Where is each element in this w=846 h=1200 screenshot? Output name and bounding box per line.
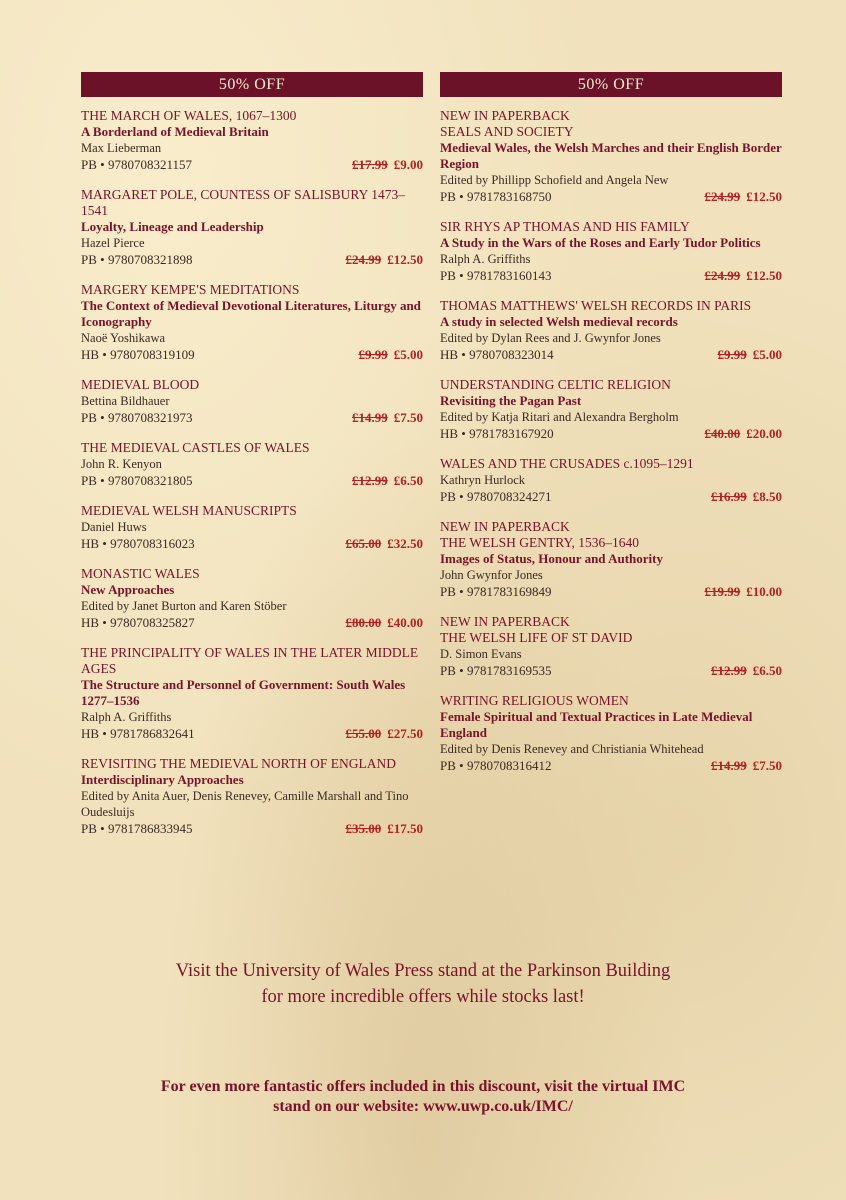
price-group <box>352 409 423 427</box>
book-entry <box>81 756 423 838</box>
original-price: £19.99 <box>704 584 741 599</box>
book-subtitle: Female Spiritual and Textual Practices in Late Medieval England <box>440 709 753 740</box>
format-isbn: PB • 9781783169535 <box>440 663 552 678</box>
book-entry <box>81 108 423 174</box>
book-author: Edited by Dylan Rees and J. Gwynfor Jones <box>440 331 661 345</box>
book-author: John Gwynfor Jones <box>440 568 543 582</box>
discount-price: £6.50 <box>393 473 423 488</box>
price-group <box>718 346 783 364</box>
book-entry <box>440 614 782 680</box>
original-price: £55.00 <box>345 726 382 741</box>
original-price: £17.99 <box>352 157 388 172</box>
book-entry <box>81 645 423 743</box>
book-meta <box>440 346 782 364</box>
book-title: MONASTIC WALES <box>81 566 200 581</box>
original-price: £9.99 <box>717 347 747 362</box>
discount-price: £9.00 <box>393 157 423 172</box>
book-title: MEDIEVAL WELSH MANUSCRIPTS <box>81 503 297 518</box>
format-isbn: PB • 9780708321973 <box>81 410 193 425</box>
book-title: WALES AND THE CRUSADES c.1095–1291 <box>440 456 694 471</box>
book-meta <box>81 725 423 743</box>
original-price: £65.00 <box>345 536 382 551</box>
book-subtitle: The Context of Medieval Devotional Literatures, Liturgy and Iconography <box>81 298 421 329</box>
book-meta <box>81 614 423 632</box>
format-isbn: PB • 9781786833945 <box>81 821 193 836</box>
book-meta <box>81 156 423 174</box>
book-list <box>440 108 782 775</box>
book-author: Edited by Anita Auer, Denis Renevey, Camille Marshall and Tino Oudesluijs <box>81 789 409 819</box>
book-entry <box>440 693 782 775</box>
original-price: £12.99 <box>711 663 747 678</box>
price-group <box>705 583 783 601</box>
price-group <box>346 820 424 838</box>
book-meta <box>440 583 782 601</box>
book-author: Hazel Pierce <box>81 236 145 250</box>
format-isbn: HB • 9781783167920 <box>440 426 554 441</box>
discount-price: £8.50 <box>752 489 782 504</box>
book-subtitle: New Approaches <box>81 582 175 597</box>
book-entry <box>440 108 782 206</box>
price-group <box>346 535 424 553</box>
press-stand-notice <box>0 958 846 1010</box>
price-group <box>705 188 783 206</box>
book-subtitle: A study in selected Welsh medieval records <box>440 314 678 329</box>
book-entry <box>440 298 782 364</box>
book-author: Edited by Denis Renevey and Christiania Whitehead <box>440 742 704 756</box>
book-title: SIR RHYS AP THOMAS AND HIS FAMILY <box>440 219 690 234</box>
book-author: Ralph A. Griffiths <box>81 710 172 724</box>
original-price: £80.00 <box>345 615 382 630</box>
book-entry <box>81 503 423 553</box>
book-title: WRITING RELIGIOUS WOMEN <box>440 693 629 708</box>
book-entry <box>81 282 423 364</box>
book-author: D. Simon Evans <box>440 647 522 661</box>
book-meta <box>81 820 423 838</box>
book-title: SEALS AND SOCIETY <box>440 124 574 139</box>
discount-price: £10.00 <box>746 584 782 599</box>
original-price: £24.99 <box>704 189 741 204</box>
book-title: THE MEDIEVAL CASTLES OF WALES <box>81 440 310 455</box>
book-author: Max Lieberman <box>81 141 162 155</box>
book-entry <box>81 566 423 632</box>
discount-price: £17.50 <box>387 821 423 836</box>
discount-price: £6.50 <box>752 663 782 678</box>
book-meta <box>81 472 423 490</box>
original-price: £12.99 <box>352 473 388 488</box>
book-subtitle: A Study in the Wars of the Roses and Early Tudor Politics <box>440 235 761 250</box>
original-price: £9.99 <box>358 347 388 362</box>
price-group <box>352 472 423 490</box>
book-meta <box>440 425 782 443</box>
book-author: Kathryn Hurlock <box>440 473 526 487</box>
new-paperback-tag: NEW IN PAPERBACK <box>440 614 570 629</box>
book-title: THOMAS MATTHEWS' WELSH RECORDS IN PARIS <box>440 298 752 313</box>
discount-price: £12.50 <box>387 252 423 267</box>
book-meta <box>440 188 782 206</box>
format-isbn: HB • 9780708323014 <box>440 347 554 362</box>
book-title: UNDERSTANDING CELTIC RELIGION <box>440 377 671 392</box>
book-entry <box>81 440 423 490</box>
format-isbn: PB • 9780708321898 <box>81 252 193 267</box>
book-title: THE MARCH OF WALES, 1067–1300 <box>81 108 297 123</box>
discount-price: £32.50 <box>387 536 423 551</box>
book-title: MARGERY KEMPE'S MEDITATIONS <box>81 282 300 297</box>
price-group <box>711 757 782 775</box>
original-price: £24.99 <box>345 252 382 267</box>
book-author: Bettina Bildhauer <box>81 394 170 408</box>
discount-banner: 50% OFF <box>81 72 423 97</box>
price-group <box>346 251 424 269</box>
book-meta <box>440 662 782 680</box>
original-price: £24.99 <box>704 268 741 283</box>
original-price: £16.99 <box>711 489 747 504</box>
book-author: Naoë Yoshikawa <box>81 331 166 345</box>
book-entry <box>440 377 782 443</box>
book-entry <box>440 456 782 506</box>
format-isbn: HB • 9780708325827 <box>81 615 195 630</box>
new-paperback-tag: NEW IN PAPERBACK <box>440 519 570 534</box>
original-price: £14.99 <box>711 758 747 773</box>
format-isbn: HB • 9780708319109 <box>81 347 195 362</box>
book-author: Ralph A. Griffiths <box>440 252 531 266</box>
format-isbn: PB • 9780708316412 <box>440 758 552 773</box>
book-entry <box>440 519 782 601</box>
book-entry <box>81 377 423 427</box>
book-author: Edited by Phillipp Schofield and Angela New <box>440 173 669 187</box>
book-title: MARGARET POLE, COUNTESS OF SALISBURY 1473–1541 <box>81 187 406 218</box>
book-subtitle: A Borderland of Medieval Britain <box>81 124 269 139</box>
discount-price: £12.50 <box>746 268 782 283</box>
price-group <box>359 346 424 364</box>
book-meta <box>440 488 782 506</box>
format-isbn: PB • 9780708321805 <box>81 473 193 488</box>
price-group <box>705 425 783 443</box>
discount-price: £7.50 <box>752 758 782 773</box>
book-title: THE PRINCIPALITY OF WALES IN THE LATER MIDDLE AGES <box>81 645 419 676</box>
original-price: £14.99 <box>352 410 388 425</box>
price-group <box>346 614 424 632</box>
book-subtitle: Interdisciplinary Approaches <box>81 772 244 787</box>
format-isbn: HB • 9781786832641 <box>81 726 195 741</box>
book-meta <box>81 251 423 269</box>
website-notice <box>0 1077 846 1117</box>
format-isbn: HB • 9780708316023 <box>81 536 195 551</box>
book-meta <box>81 535 423 553</box>
format-isbn: PB • 9781783169849 <box>440 584 552 599</box>
book-author: Daniel Huws <box>81 520 147 534</box>
price-group <box>711 662 782 680</box>
book-author: Edited by Janet Burton and Karen Stöber <box>81 599 287 613</box>
right-column <box>440 72 782 788</box>
book-author: Edited by Katja Ritari and Alexandra Bergholm <box>440 410 679 424</box>
book-meta <box>440 267 782 285</box>
original-price: £40.00 <box>704 426 741 441</box>
book-title: THE WELSH GENTRY, 1536–1640 <box>440 535 639 550</box>
format-isbn: PB • 9780708324271 <box>440 489 552 504</box>
book-subtitle: Loyalty, Lineage and Leadership <box>81 219 264 234</box>
discount-price: £20.00 <box>746 426 782 441</box>
book-meta <box>81 409 423 427</box>
price-group <box>711 488 782 506</box>
discount-price: £12.50 <box>746 189 782 204</box>
book-title: REVISITING THE MEDIEVAL NORTH OF ENGLAND <box>81 756 397 771</box>
left-column <box>81 72 423 851</box>
book-subtitle: The Structure and Personnel of Government: South Wales 1277–1536 <box>81 677 406 708</box>
new-paperback-tag: NEW IN PAPERBACK <box>440 108 570 123</box>
discount-price: £27.50 <box>387 726 423 741</box>
format-isbn: PB • 9780708321157 <box>81 157 192 172</box>
book-entry <box>81 187 423 269</box>
book-meta <box>440 757 782 775</box>
notice-line: for more incredible offers while stocks last! <box>261 987 585 1007</box>
book-entry <box>440 219 782 285</box>
book-list <box>81 108 423 838</box>
format-isbn: PB • 9781783160143 <box>440 268 552 283</box>
book-subtitle: Medieval Wales, the Welsh Marches and their English Border Region <box>440 140 782 171</box>
book-subtitle: Revisiting the Pagan Past <box>440 393 582 408</box>
book-title: THE WELSH LIFE OF ST DAVID <box>440 630 633 645</box>
discount-banner: 50% OFF <box>440 72 782 97</box>
discount-price: £5.00 <box>752 347 782 362</box>
book-subtitle: Images of Status, Honour and Authority <box>440 551 663 566</box>
price-group <box>346 725 424 743</box>
website-link[interactable]: stand on our website: www.uwp.co.uk/IMC/ <box>273 1098 573 1115</box>
book-author: John R. Kenyon <box>81 457 162 471</box>
discount-price: £7.50 <box>393 410 423 425</box>
notice-line: For even more fantastic offers included in this discount, visit the virtual IMC <box>160 1078 686 1095</box>
format-isbn: PB • 9781783168750 <box>440 189 552 204</box>
price-group <box>352 156 423 174</box>
book-title: MEDIEVAL BLOOD <box>81 377 200 392</box>
discount-price: £40.00 <box>387 615 423 630</box>
book-meta <box>81 346 423 364</box>
original-price: £35.00 <box>345 821 382 836</box>
price-group <box>705 267 783 285</box>
discount-price: £5.00 <box>393 347 423 362</box>
notice-line: Visit the University of Wales Press stand at the Parkinson Building <box>175 961 671 981</box>
